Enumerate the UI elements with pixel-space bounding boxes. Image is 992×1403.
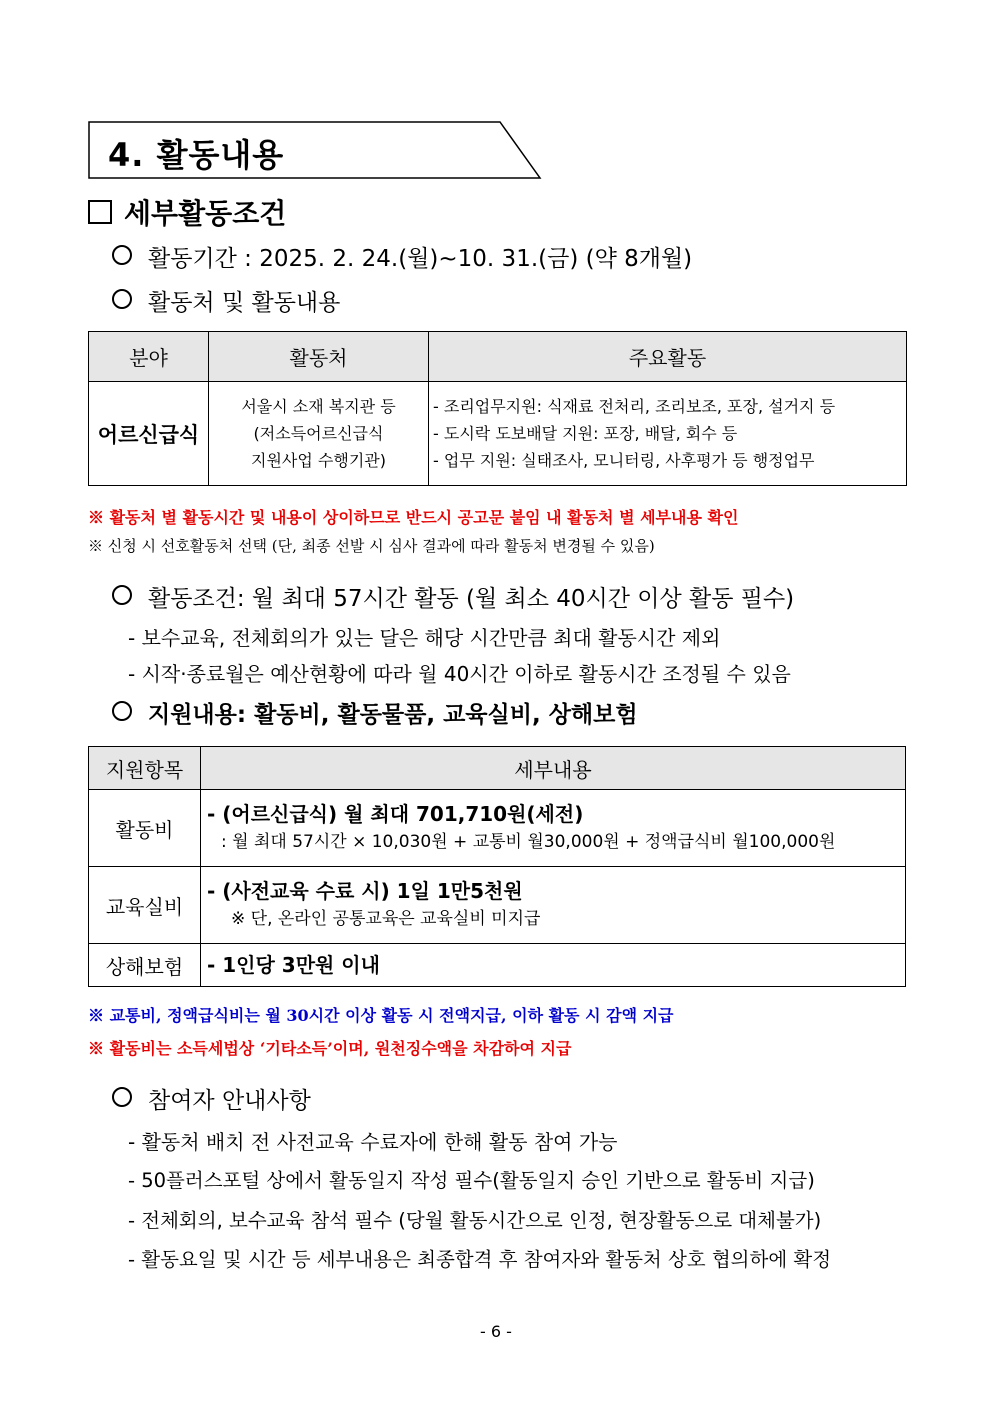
participant-item: - 50플러스포털 상에서 활동일지 작성 필수(활동일지 승인 기반으로 활동비 지급): [128, 1169, 815, 1192]
support-item-label: 상해보험: [89, 944, 201, 987]
support-item-label: 활동비: [89, 790, 201, 867]
table-header: 주요활동: [429, 332, 907, 382]
period-text: 활동기간 : 2025. 2. 24.(월)~10. 31.(금) (약 8개월): [148, 246, 693, 272]
activity-item: - 업무 지원: 실태조사, 모니터링, 사후평가 등 행정업무: [433, 451, 815, 470]
table-row: [89, 790, 906, 867]
support-table: [88, 746, 906, 987]
place-line: 지원사업 수행기관): [251, 451, 386, 470]
subsection-heading: [88, 192, 286, 232]
note-blue: ※ 교통비, 정액급식비는 월 30시간 이상 활동 시 전액지급, 이하 활동 시 감액 지급: [88, 1006, 674, 1025]
support-item-detail: [201, 944, 906, 987]
table-header-row: [89, 747, 906, 790]
detail-subline: : 월 최대 57시간 × 10,030원 + 교통비 월30,000원 + 정액급식비 월100,000원: [221, 832, 836, 852]
category-cell: 어르신급식: [89, 382, 209, 486]
support-heading-text: 지원내용: 활동비, 활동물품, 교육실비, 상해보험: [148, 702, 638, 728]
table-header: 활동처: [209, 332, 429, 382]
place-line: 서울시 소재 복지관 등: [241, 397, 396, 416]
activity-item: - 조리업무지원: 식재료 전처리, 조리보조, 포장, 설거지 등: [433, 397, 836, 416]
checkbox-square-icon: [88, 200, 112, 224]
support-heading: [112, 696, 638, 729]
condition-heading-text: 활동조건: 월 최대 57시간 활동 (월 최소 40시간 이상 활동 필수): [148, 586, 795, 612]
participant-heading: [112, 1082, 311, 1115]
circle-bullet-icon: [112, 585, 132, 605]
places-heading-text: 활동처 및 활동내용: [148, 290, 341, 316]
participant-item: - 활동요일 및 시간 등 세부내용은 최종합격 후 참여자와 활동처 상호 협의하에 확정: [128, 1248, 832, 1271]
detail-line: - 1인당 3만원 이내: [207, 953, 380, 977]
table-row: [89, 382, 907, 486]
period-line: [112, 240, 692, 273]
activity-table: [88, 331, 907, 486]
circle-bullet-icon: [112, 245, 132, 265]
note-red-2: ※ 활동비는 소득세법상 ‘기타소득’이며, 원천징수액을 차감하여 지급: [88, 1039, 572, 1058]
circle-bullet-icon: [112, 701, 132, 721]
table-header: 분야: [89, 332, 209, 382]
condition-item: - 보수교육, 전체회의가 있는 달은 해당 시간만큼 최대 활동시간 제외: [128, 626, 721, 650]
table-row: [89, 867, 906, 944]
support-item-detail: [201, 867, 906, 944]
section-title-box: [88, 121, 540, 178]
activities-cell: [429, 382, 907, 486]
table-row: [89, 944, 906, 987]
detail-line: - (어르신급식) 월 최대 701,710원(세전): [207, 802, 584, 826]
support-item-label: 교육실비: [89, 867, 201, 944]
condition-item: - 시작·종료월은 예산현황에 따라 월 40시간 이하로 활동시간 조정될 수 있음: [128, 662, 791, 686]
section-title: 4. 활동내용: [108, 136, 285, 174]
detail-line: - (사전교육 수료 시) 1일 1만5천원: [207, 879, 523, 903]
table-header: 지원항목: [89, 747, 201, 790]
condition-heading: [112, 580, 794, 613]
note-red-1: ※ 활동처 별 활동시간 및 내용이 상이하므로 반드시 공고문 붙임 내 활동처 별 세부내용 확인: [88, 508, 739, 527]
participant-item: - 전체회의, 보수교육 참석 필수 (당월 활동시간으로 인정, 현장활동으로 대체불가): [128, 1209, 822, 1232]
place-line: (저소득어르신급식: [253, 424, 384, 443]
detail-subline: ※ 단, 온라인 공통교육은 교육실비 미지급: [231, 909, 541, 929]
page-number: - 6 -: [480, 1322, 512, 1341]
places-heading: [112, 284, 340, 317]
note-black-1: ※ 신청 시 선호활동처 선택 (단, 최종 선발 시 심사 결과에 따라 활동처 변경될 수 있음): [88, 537, 655, 555]
participant-heading-text: 참여자 안내사항: [148, 1088, 311, 1114]
circle-bullet-icon: [112, 289, 132, 309]
subsection-title: 세부활동조건: [124, 197, 287, 230]
support-item-detail: [201, 790, 906, 867]
participant-item: - 활동처 배치 전 사전교육 수료자에 한해 활동 참여 가능: [128, 1130, 618, 1154]
table-header: 세부내용: [201, 747, 906, 790]
circle-bullet-icon: [112, 1087, 132, 1107]
place-cell: [209, 382, 429, 486]
table-header-row: [89, 332, 907, 382]
activity-item: - 도시락 도보배달 지원: 포장, 배달, 회수 등: [433, 424, 738, 443]
